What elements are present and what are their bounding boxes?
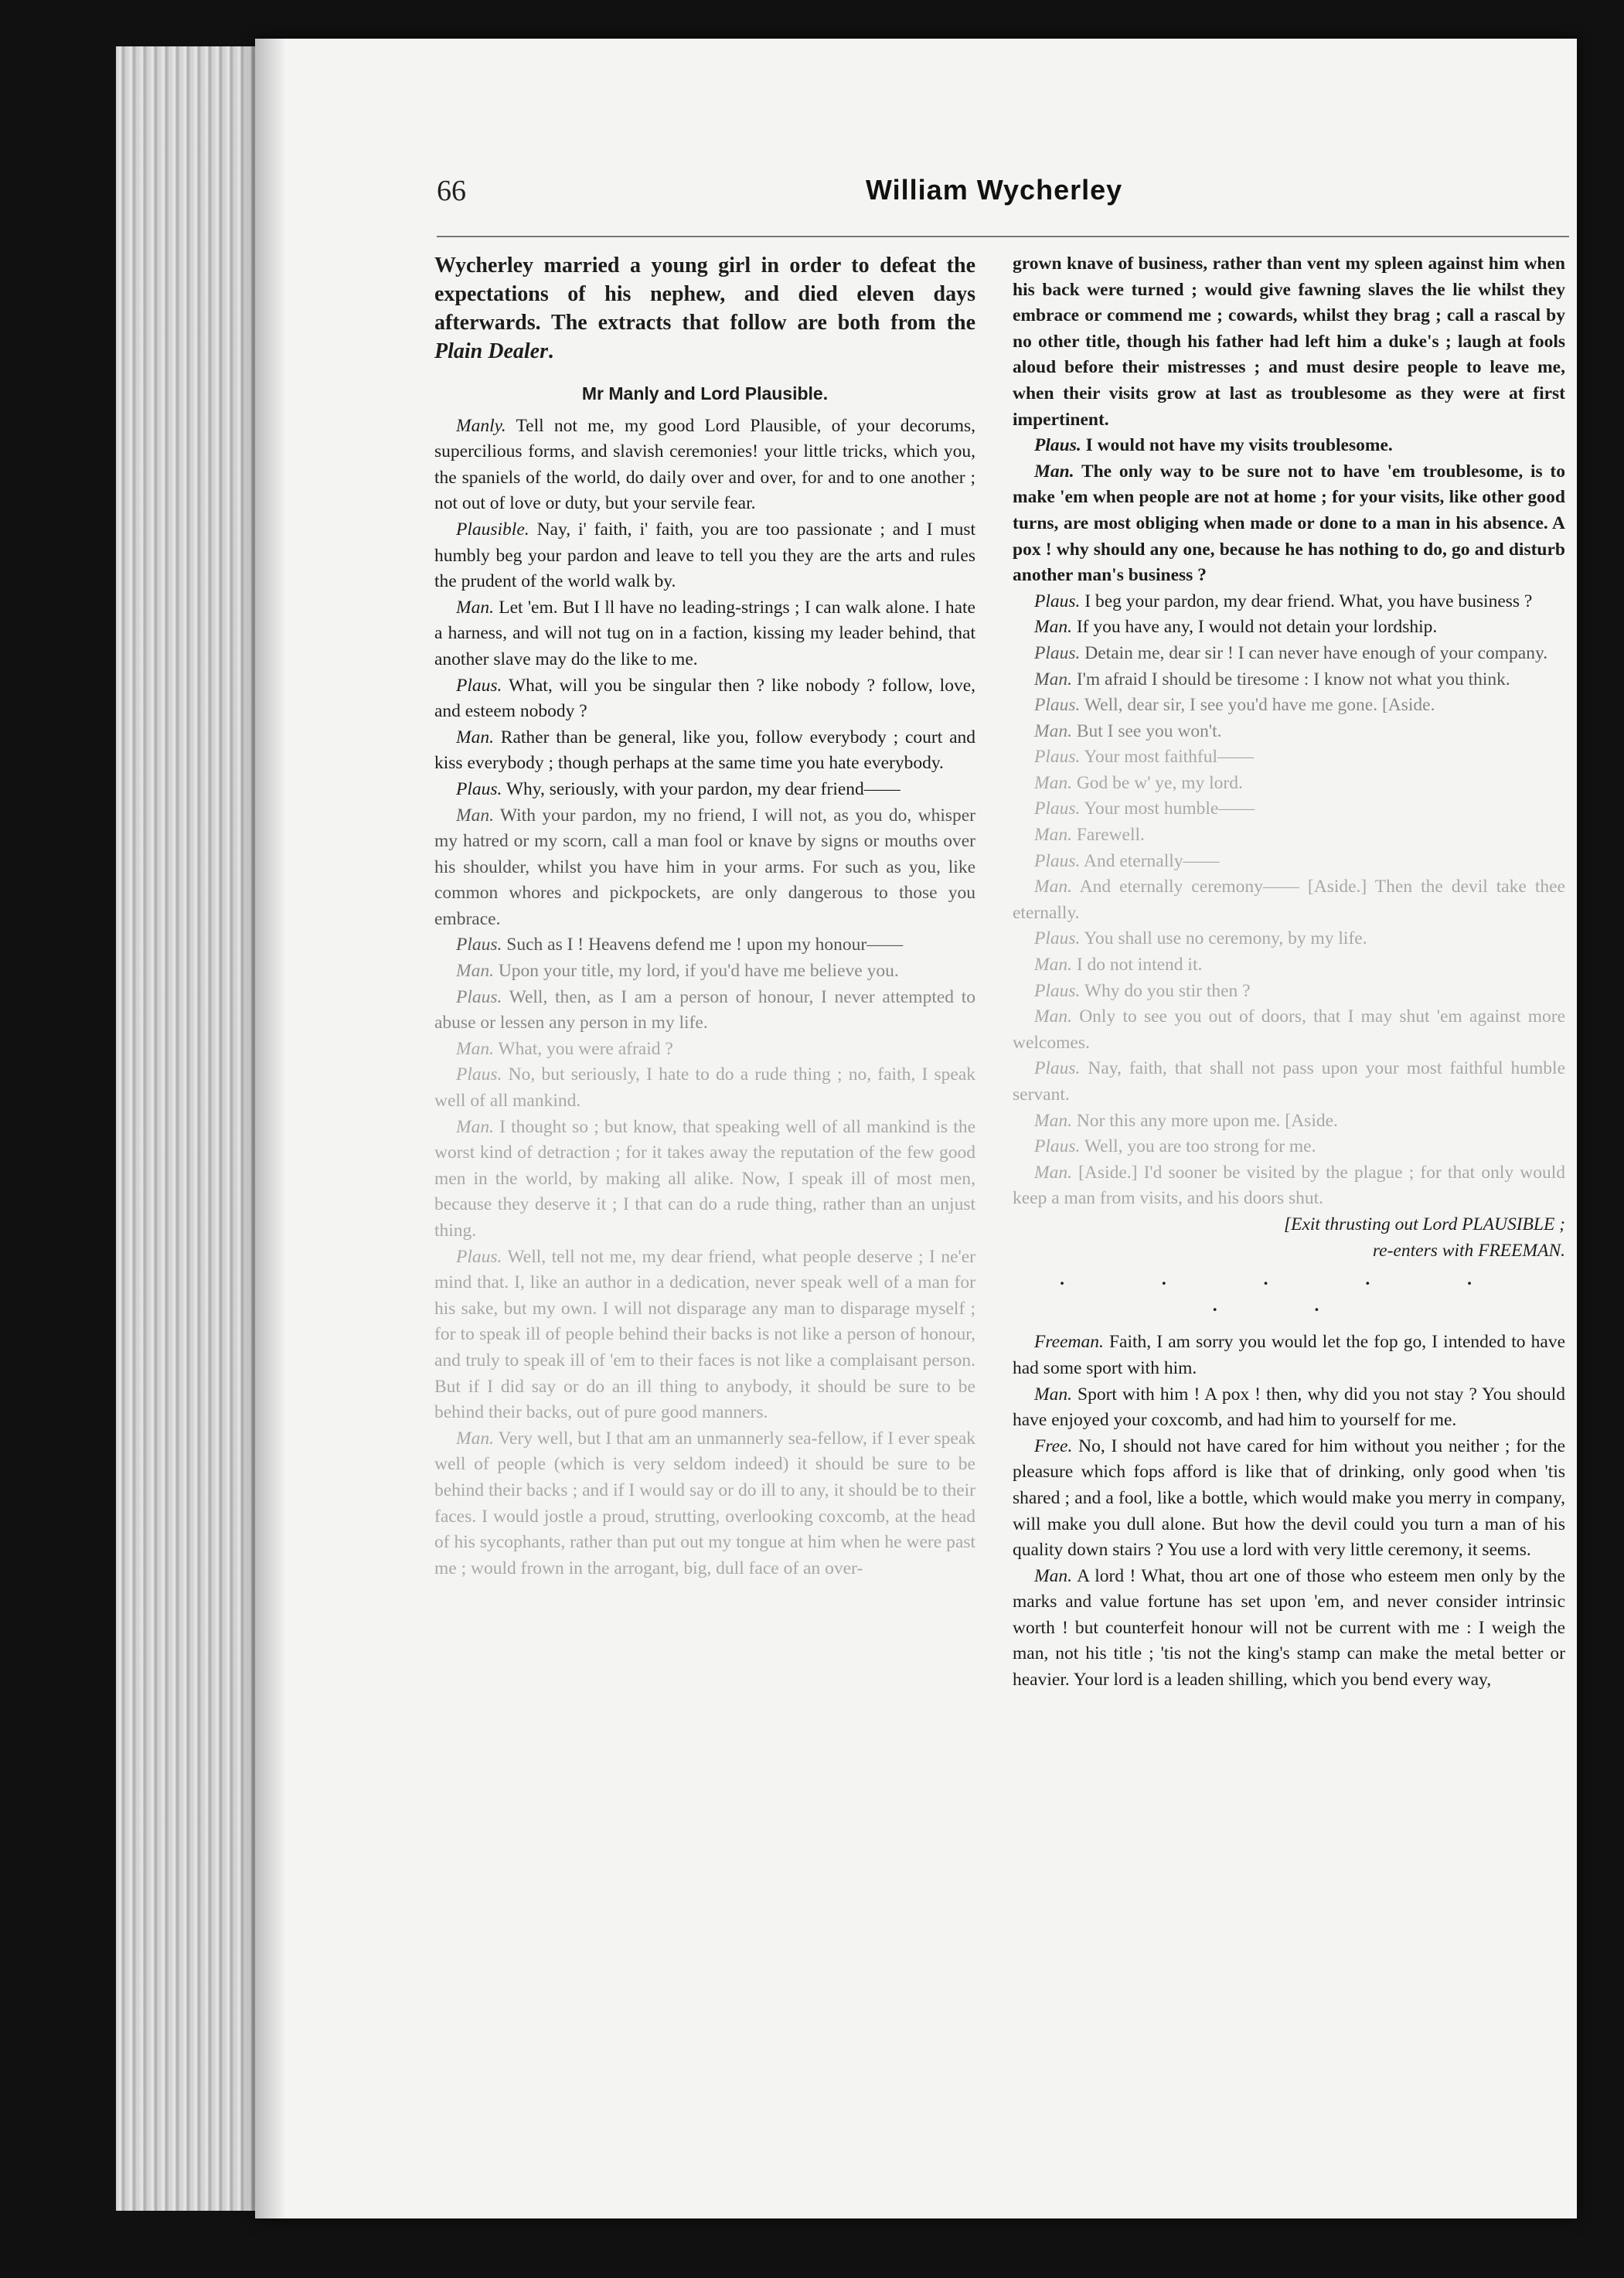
speech xyxy=(1013,589,1565,615)
speech-text: You shall use no ceremony, by my life. xyxy=(1084,928,1367,949)
speech-text: Nay, i' faith, i' faith, you are too passionate ; and I must humbly beg your pardon and leave to tell you they are the arts and rules the prudent of the world walk by. xyxy=(434,519,975,592)
speech-text: I'm afraid I should be tiresome : I know not what you think. xyxy=(1076,669,1510,690)
right-speeches xyxy=(1013,433,1565,1212)
speech-text: Why do you stir then ? xyxy=(1084,980,1251,1001)
speaker-name: Free. xyxy=(1034,1435,1073,1456)
speech xyxy=(1013,641,1565,667)
speech-text: Your most humble—— xyxy=(1084,798,1255,819)
speech-text: Only to see you out of doors, that I may shut 'em against more welcomes. xyxy=(1013,1006,1565,1053)
speaker-name: Freeman. xyxy=(1034,1332,1104,1353)
speech-text: Nay, faith, that shall not pass upon your most faithful humble servant. xyxy=(1013,1058,1565,1105)
speaker-name: Man. xyxy=(456,1428,494,1449)
speaker-name: Plaus. xyxy=(456,1064,502,1085)
speaker-name: Plaus. xyxy=(1034,695,1081,716)
speaker-name: Man. xyxy=(456,727,494,747)
speech-text: I beg your pardon, my dear friend. What, you have business ? xyxy=(1084,591,1533,611)
speech xyxy=(1013,771,1565,797)
left-speeches xyxy=(434,414,975,1582)
speaker-name: Man. xyxy=(1034,1162,1072,1183)
speech xyxy=(1013,979,1565,1005)
speech xyxy=(1013,1056,1565,1108)
speech xyxy=(1013,433,1565,459)
speech xyxy=(434,1115,975,1245)
intro-paragraph xyxy=(434,251,975,366)
speech-text: Well, you are too strong for me. xyxy=(1084,1136,1316,1157)
speaker-name: Plaus. xyxy=(456,935,502,955)
speech xyxy=(1013,1382,1565,1434)
speaker-name: Plausible. xyxy=(456,519,529,540)
speech-text: Well, then, as I am a person of honour, I never attempted to abuse or lessen any person in my life. xyxy=(434,986,975,1033)
stage-direction-exit: [Exit thrusting out Lord PLAUSIBLE ; xyxy=(1283,1214,1565,1234)
speech xyxy=(1013,667,1565,693)
speaker-name: Plaus. xyxy=(456,1246,502,1267)
page-number: 66 xyxy=(437,175,466,207)
intro-text: Wycherley married a young girl in order to defeat the expectations of his nephew, and died eleven days afterwards. The extracts that follow are both from the xyxy=(434,254,975,335)
speech xyxy=(1013,459,1565,589)
speech xyxy=(1013,744,1565,771)
speaker-name: Man. xyxy=(456,1116,494,1137)
speaker-name: Man. xyxy=(1034,720,1072,741)
speech-text: No, but seriously, I hate to do a rude thing ; no, faith, I speak well of all mankind. xyxy=(434,1064,975,1112)
speaker-name: Man. xyxy=(1034,772,1072,793)
header-rule xyxy=(437,236,1569,237)
right-speeches-2 xyxy=(1013,1330,1565,1693)
speech-text: What, will you be singular then ? like nobody ? follow, love, and esteem nobody ? xyxy=(434,675,975,722)
speech-text: I would not have my visits troublesome. xyxy=(1085,435,1393,456)
speaker-name: Man. xyxy=(1034,617,1072,638)
speech-text: I do not intend it. xyxy=(1076,955,1203,976)
stage-direction-reenter: re-enters with FREEMAN. xyxy=(1372,1240,1565,1261)
speaker-name: Plaus. xyxy=(1034,642,1081,663)
speech xyxy=(1013,719,1565,745)
speech xyxy=(1013,1330,1565,1381)
speech-text: Let 'em. But I ll have no leading-strings ; I can walk alone. I hate a harness, and will not tug on in a faction, kissing my leader behind, that another slave may do the like to me. xyxy=(434,597,975,669)
speaker-name: Plaus. xyxy=(1034,798,1081,819)
speaker-name: Man. xyxy=(456,961,494,982)
speech xyxy=(1013,1160,1565,1212)
speaker-name: Man. xyxy=(1034,1006,1072,1027)
speech xyxy=(1013,1108,1565,1135)
continuation-paragraph: grown knave of business, rather than vent my spleen against him when his back were turned ; would give fawning slaves the lie whilst they embrace or commend me ; cowards, whilst they brag ; call a rascal by no other title, though his father had left him a duke's ; laugh at fools aloud before their mistresses ; and must desire people to leave me, when their visits grow at last as troublesome as they were at first impertinent. xyxy=(1013,254,1565,430)
speech-text: And eternally ceremony—— [Aside.] Then the devil take thee eternally. xyxy=(1013,877,1565,923)
speaker-name: Man. xyxy=(1034,825,1072,846)
left-column xyxy=(434,251,975,2006)
speech-text: [Aside.] I'd sooner be visited by the plague ; for that only would keep a man from visits, and his doors shut. xyxy=(1013,1162,1565,1209)
speech-text: Nor this any more upon me. [Aside. xyxy=(1076,1110,1338,1131)
speech-text: I thought so ; but know, that speaking well of all mankind is the worst kind of detraction ; for it takes away the reputation of the few good men in the world, by making all alike. Now, I speak ill of most men, because they deserve it ; I that can do a rude thing, rather than an unjust thing. xyxy=(434,1116,975,1241)
speaker-name: Plaus. xyxy=(1034,591,1081,611)
speech xyxy=(1013,796,1565,822)
speaker-name: Man. xyxy=(1034,669,1072,690)
speaker-name: Man. xyxy=(1034,1565,1072,1586)
speech-text: Very well, but I that am an unmannerly sea-fellow, if I ever speak well of people (which is very seldom indeed) it should be sure to be behind their backs ; and if I would say or do ill to any, it should be to their faces. I would jostle a proud, strutting, overlooking coxcomb, at the head of his sycophants, rather than put out my tongue at him when he were past me ; would frown in the arrogant, big, dull face of an over- xyxy=(434,1428,975,1578)
speech xyxy=(1013,874,1565,926)
speech-text: No, I should not have cared for him without you neither ; for the pleasure which fops afford is like that of drinking, only good when 'tis shared ; and a fool, like a bottle, which would make you merry in company, will make you dull alone. But how the devil could you turn a man of his quality down stairs ? You use a lord with very little ceremony, it seems. xyxy=(1013,1435,1565,1561)
speech xyxy=(434,517,975,595)
speech xyxy=(1013,849,1565,875)
speaker-name: Manly. xyxy=(456,415,506,436)
speech xyxy=(1013,952,1565,979)
speech-text: The only way to be sure not to have 'em troublesome, is to make 'em when people are not at home ; for your visits, like other good turns, are most obliging when made or done to a man in his absence. A pox ! why should any one, because he has nothing to do, go and disturb another man's business ? xyxy=(1013,461,1565,586)
speech-text: Upon your title, my lord, if you'd have me believe you. xyxy=(498,961,899,982)
speech-text: God be w' ye, my lord. xyxy=(1076,772,1243,793)
speaker-name: Plaus. xyxy=(1034,850,1081,871)
speaker-name: Plaus. xyxy=(456,986,502,1007)
speech xyxy=(434,985,975,1037)
speech-text: Rather than be general, like you, follow everybody ; court and kiss everybody ; though perhaps at the same time you hate everybody. xyxy=(434,727,975,774)
speech-text: Your most faithful—— xyxy=(1084,747,1254,768)
intro-title: Plain Dealer xyxy=(434,339,548,363)
speech-text: With your pardon, my no friend, I will not, as you do, whisper my hatred or my scorn, call a man fool or knave by signs or mouths over his shoulder, whilst you have him in your arms. For such as you, like common whores and pickpockets, are only dangerous to those you embrace. xyxy=(434,805,975,929)
speech xyxy=(1013,1134,1565,1160)
speaker-name: Plaus. xyxy=(1034,1136,1081,1157)
speech xyxy=(434,1037,975,1063)
speech-text: Tell not me, my good Lord Plausible, of your decorums, supercilious forms, and slavish ceremonies! your little tricks, which you, the spaniels of the world, do daily over and over, for and to one another ; not out of love or duty, but your servile fear. xyxy=(434,415,975,514)
running-title: William Wycherley xyxy=(866,174,1123,206)
speaker-name: Plaus. xyxy=(1034,928,1081,949)
speech-text: Farewell. xyxy=(1076,825,1145,846)
speech xyxy=(434,673,975,725)
speech xyxy=(434,414,975,517)
speech xyxy=(1013,1564,1565,1694)
speaker-name: Man. xyxy=(1034,1110,1072,1131)
intro-end: . xyxy=(548,339,553,363)
speech xyxy=(434,777,975,803)
speech xyxy=(434,932,975,959)
speech xyxy=(434,1426,975,1582)
speech-text: Why, seriously, with your pardon, my dear friend—— xyxy=(506,778,901,799)
speech-text: Such as I ! Heavens defend me ! upon my honour—— xyxy=(506,935,904,955)
speech-text: If you have any, I would not detain your lordship. xyxy=(1076,617,1438,638)
speech xyxy=(1013,1004,1565,1056)
speech xyxy=(434,803,975,933)
speech xyxy=(1013,1434,1565,1564)
speaker-name: Man. xyxy=(456,805,494,826)
speaker-name: Man. xyxy=(1034,461,1074,482)
speech-text: What, you were afraid ? xyxy=(498,1038,673,1059)
right-column xyxy=(1013,251,1565,2006)
speech xyxy=(434,1245,975,1426)
speech-text: A lord ! What, thou art one of those who esteem men only by the marks and value fortune has set upon 'em, and never consider intrinsic worth ! but counterfeit honour will not be current with me : I weigh the man, not his title ; 'tis not the king's stamp can make the metal better or heavier. Your lord is a leaden shilling, which you bend every way, xyxy=(1013,1565,1565,1691)
speaker-name: Plaus. xyxy=(1034,435,1081,456)
speech xyxy=(434,959,975,985)
speaker-name: Plaus. xyxy=(1034,1058,1081,1079)
speech xyxy=(434,595,975,673)
speech-text: And eternally—— xyxy=(1084,850,1220,871)
speech-text: Detain me, dear sir ! I can never have enough of your company. xyxy=(1084,642,1548,663)
speaker-name: Man. xyxy=(456,1038,494,1059)
speech xyxy=(1013,926,1565,952)
speaker-name: Plaus. xyxy=(1034,980,1081,1001)
page-gutter xyxy=(255,39,286,2218)
speech-text: Faith, I am sorry you would let the fop go, I intended to have had some sport with him. xyxy=(1013,1332,1565,1378)
speaker-name: Man. xyxy=(1034,1384,1072,1405)
scene-heading: Mr Manly and Lord Plausible. xyxy=(581,383,829,404)
speaker-name: Man. xyxy=(1034,955,1072,976)
speech-text: Well, tell not me, my dear friend, what people deserve ; I ne'er mind that. I, like an author in a dedication, never speak well of a man for his sake, but my own. I will not disparage any man to disparage myself ; for to speak ill of people behind their backs is not like a person of honour, and truly to speak ill of 'em to their faces is not like a complaisant person. But if I did say or do an ill thing to anybody, it should be sure to be behind their backs, out of pure good manners. xyxy=(434,1246,975,1423)
section-break: . . . . . . . xyxy=(1060,1269,1518,1316)
page-header xyxy=(437,174,1569,220)
speech xyxy=(434,1062,975,1114)
speech xyxy=(434,725,975,777)
speech-text: Sport with him ! A pox ! then, why did you not stay ? You should have enjoyed your coxcomb, and had him to yourself for me. xyxy=(1013,1384,1565,1431)
speech xyxy=(1013,693,1565,719)
speaker-name: Plaus. xyxy=(456,675,502,696)
speech-text: But I see you won't. xyxy=(1076,720,1222,741)
speaker-name: Man. xyxy=(1034,877,1072,897)
speaker-name: Man. xyxy=(456,597,494,618)
speaker-name: Plaus. xyxy=(456,778,502,799)
speech xyxy=(1013,615,1565,641)
speech-text: Well, dear sir, I see you'd have me gone. [Aside. xyxy=(1084,695,1435,716)
speech xyxy=(1013,822,1565,849)
speaker-name: Plaus. xyxy=(1034,747,1081,768)
